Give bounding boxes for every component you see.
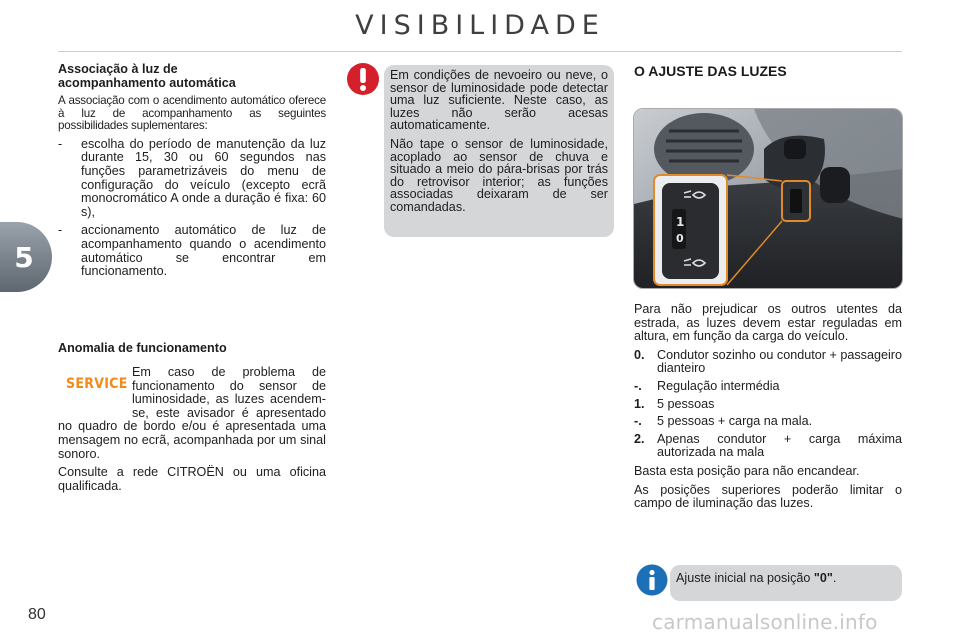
dash-bullet: - [58, 223, 63, 238]
adjust-note-limit: As posições superiores poderão limitar o campo de iluminação das luzes. [634, 482, 902, 511]
auto-guide-section [58, 62, 326, 284]
position-text: Apenas condutor + carga máxima autorizada na mala [657, 431, 902, 460]
list-item-text: escolha do período de manutenção da luz durante 15, 30 ou 60 segundos nas funções parametrizáveis do menu de configuração do veículo (excepto ecrã monocromático A onde a duração é fixa: 60 s), [81, 136, 326, 219]
position-text: Regulação intermédia [657, 378, 780, 393]
auto-guide-title-line1: Associação à luz de [58, 62, 178, 76]
warning-text-fog: Em condições de nevoeiro ou neve, o sensor de luminosidade pode detectar uma luz suficiente. Neste caso, as luzes não serão acesas automaticamente. [390, 68, 608, 133]
watermark: carmanualsonline.info [652, 610, 878, 634]
position-text: 5 pessoas + carga na mala. [657, 414, 813, 429]
info-text: Ajuste inicial na posição [676, 571, 814, 585]
dash-bullet: - [58, 136, 63, 151]
warning-box [384, 65, 614, 237]
auto-guide-title [58, 62, 326, 90]
info-suffix: . [832, 571, 837, 585]
position-key: -. [634, 414, 642, 429]
position-key: 0. [634, 347, 645, 362]
warning-text-sensor: Não tape o sensor de luminosidade, acoplado ao sensor de chuva e situado a meio do pára-brisas por trás do retrovisor interior; as funções associadas deixaram de ser comandadas. [390, 136, 608, 214]
warning-icon [346, 62, 380, 96]
list-item-text: accionamento automático de luz de acompanhamento quando o acendimento automático se encontrar em funcionamento. [81, 223, 326, 279]
list-item [634, 380, 902, 394]
list-item [58, 224, 326, 278]
adjust-intro: Para não prejudicar os outros utentes da estrada, as luzes devem estar reguladas em altura, em função da carga do veículo. [634, 302, 902, 344]
adjust-section [634, 303, 902, 511]
header-divider [58, 51, 902, 52]
auto-guide-intro: A associação com o acendimento automático oferece à luz de acompanhamento as seguintes possibilidades suplementares: [58, 94, 326, 133]
chapter-tab: 5 [0, 222, 52, 292]
list-item [58, 138, 326, 220]
position-list [634, 349, 902, 460]
position-text: Condutor sozinho ou condutor + passageiro dianteiro [657, 347, 902, 376]
dial-label-0: 0 [676, 232, 684, 245]
adjust-section-title: O AJUSTE DAS LUZES [634, 63, 787, 79]
anomaly-title: Anomalia de funcionamento [58, 341, 227, 355]
position-key: 1. [634, 396, 645, 411]
info-icon [636, 564, 668, 596]
headlamp-adjuster-photo [633, 108, 903, 289]
position-key: -. [634, 378, 642, 393]
page-number: 80 [28, 606, 46, 623]
info-box [670, 565, 902, 601]
adjust-note-glare: Basta esta posição para não encandear. [634, 463, 860, 478]
auto-guide-title-line2: acompanhamento automática [58, 76, 236, 90]
anomaly-text: Em caso de problema de funcionamento do sensor de luminosidade, as luzes acendem-se, este avisador é apresentado no quadro de bordo e/ou é apresentada uma mensagem no ecrã, acompanhada por um sinal sonoro. [58, 365, 326, 461]
list-item [634, 349, 902, 376]
list-item [634, 415, 902, 429]
service-warning-icon [58, 366, 130, 408]
dial-label-1: 1 [676, 215, 685, 229]
page-title: VISIBILIDADE [355, 10, 605, 41]
service-logo-text: SERVICE [66, 376, 128, 392]
anomaly-consult: Consulte a rede CITROËN ou uma oficina qualificada. [58, 465, 326, 493]
auto-guide-list [58, 138, 326, 279]
info-value: "0" [813, 571, 833, 585]
position-text: 5 pessoas [657, 396, 715, 411]
position-key: 2. [634, 431, 645, 446]
list-item [634, 398, 902, 412]
list-item [634, 433, 902, 460]
anomaly-section [58, 341, 326, 493]
